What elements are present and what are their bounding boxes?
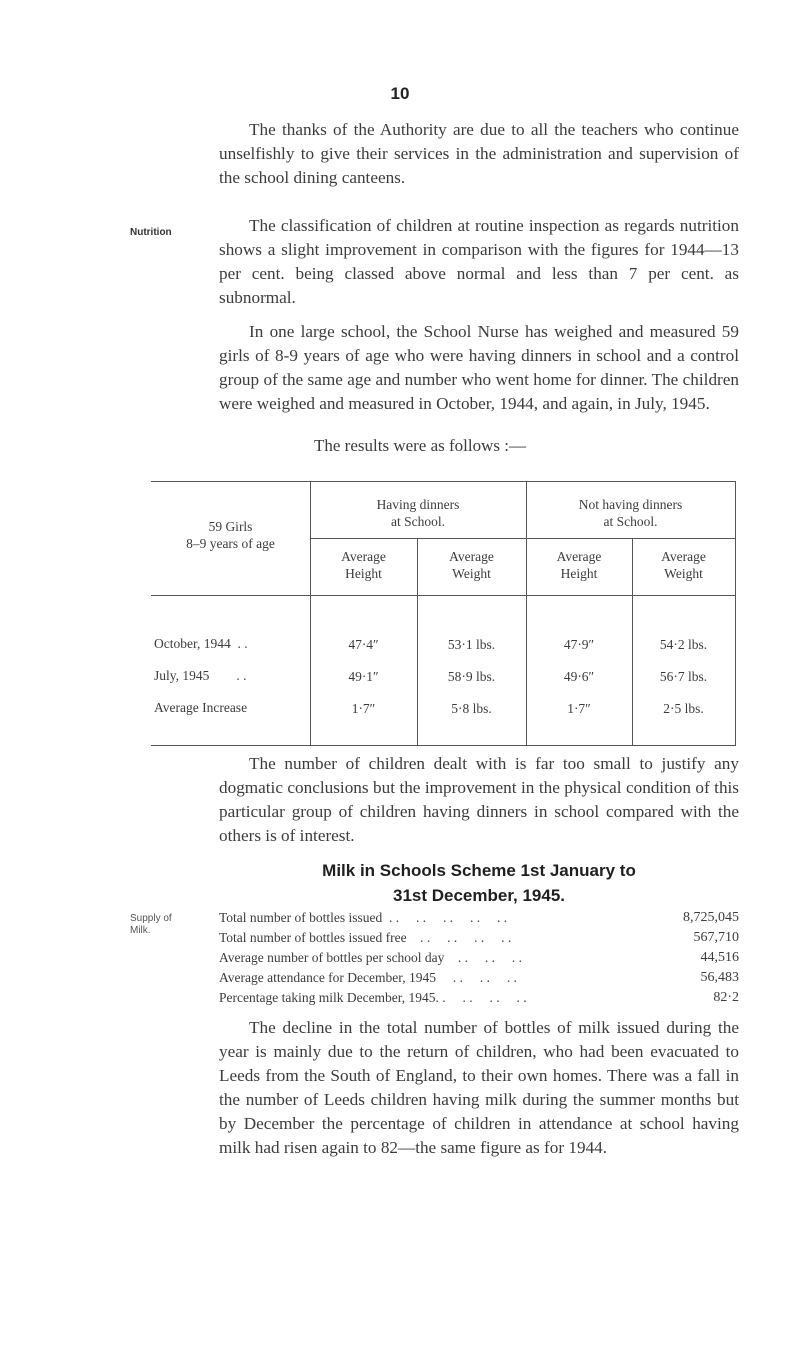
milk-row-value: 82·2: [713, 990, 739, 1005]
table-cell: 2·5 lbs.: [663, 701, 704, 716]
milk-row: [219, 910, 739, 930]
page-number: 10: [390, 84, 410, 103]
milk-row: [219, 990, 739, 1010]
milk-row: [219, 970, 739, 990]
table-subheader: Average Weight: [661, 549, 706, 581]
milk-row-label: Average attendance for December, 1945 . . . . . .: [219, 970, 517, 985]
paragraph-thanks: The thanks of the Authority are due to all the teachers who continue unselfishly to give their services in the administration and supervision of the school dining canteens.: [219, 120, 739, 187]
paragraph-classification: The classification of children at routine inspection as regards nutrition shows a slight improvement in comparison with the figures for 1944—13 per cent. being classed above normal and less than 7 per cent. as subnormal.: [219, 216, 739, 307]
table-col-rule-5: [735, 481, 736, 745]
milk-row-value: 567,710: [693, 930, 739, 945]
table-cell: 53·1 lbs.: [447, 637, 496, 652]
milk-row: [219, 950, 739, 970]
milk-row-label: Total number of bottles issued . . . . . . . . . .: [219, 910, 508, 925]
table-cell: 49·1″: [348, 669, 379, 684]
table-row-label: October, 1944 . .: [154, 636, 248, 651]
paragraph-study: In one large school, the School Nurse has weighed and measured 59 girls of 8-9 years of age who were having dinners in school and a control group of the same age and number who went home for dinner. The children were weighed and measured in October, 1944, and again, in July, 1945.: [219, 322, 739, 413]
table-subheader: Average Weight: [449, 549, 494, 581]
paragraph-conclusion: The number of children dealt with is far too small to justify any dogmatic conclusions but the improvement in the physical condition of this particular group of children having dinners in school compared with the others is of interest.: [219, 754, 739, 845]
milk-heading-line-2: 31st December, 1945.: [392, 886, 565, 905]
milk-row-label: Percentage taking milk December, 1945. . . . . . . .: [219, 990, 527, 1005]
milk-row-value: 56,483: [700, 970, 739, 985]
table-rule-top: [151, 481, 736, 482]
table-rule-header: [151, 595, 736, 596]
milk-row-value: 8,725,045: [683, 910, 739, 925]
table-subheader: Average Height: [341, 549, 386, 581]
table-cell: 49·6″: [563, 669, 595, 684]
milk-heading-line-1: Milk in Schools Scheme 1st January to: [322, 861, 636, 880]
table-row-label: Average Increase: [154, 700, 248, 715]
table-corner-header: 59 Girls 8–9 years of age: [186, 519, 275, 551]
table-rule-sub: [310, 538, 736, 539]
table-rule-bottom: [151, 745, 736, 746]
table-cell: 5·8 lbs.: [451, 701, 492, 716]
margin-note-nutrition: Nutrition: [130, 227, 172, 238]
milk-row-label: Total number of bottles issued free . . . . . . . .: [219, 930, 512, 945]
milk-row-label: Average number of bottles per school day . . . . . .: [219, 950, 523, 965]
results-intro: The results were as follows :—: [314, 436, 526, 455]
table-subheader: Average Height: [556, 549, 602, 581]
table-group-having: Having dinners at School.: [376, 497, 460, 529]
margin-note-supply-of-milk: Supply of Milk.: [130, 913, 172, 936]
table-cell: 56·7 lbs.: [659, 669, 708, 684]
milk-row: [219, 930, 739, 950]
milk-row-value: 44,516: [700, 950, 739, 965]
table-cell: 47·9″: [563, 637, 595, 652]
table-cell: 1·7″: [351, 701, 376, 716]
table-row-label: July, 1945 . .: [154, 668, 247, 683]
table-cell: 58·9 lbs.: [447, 669, 496, 684]
table-cell: 47·4″: [348, 637, 379, 652]
table-cell: 54·2 lbs.: [659, 637, 708, 652]
table-cell: 1·7″: [567, 701, 591, 716]
paragraph-decline: The decline in the total number of bottles of milk issued during the year is mainly due to the return of children, who had been evacuated to Leeds from the South of England, to their own homes. There was a fall in the number of Leeds children having milk during the summer months but by December the percentage of children in attendance at school having milk had risen again to 82—the same figure as for 1944.: [219, 1018, 739, 1157]
table-group-not-having: Not having dinners at School.: [578, 497, 683, 529]
